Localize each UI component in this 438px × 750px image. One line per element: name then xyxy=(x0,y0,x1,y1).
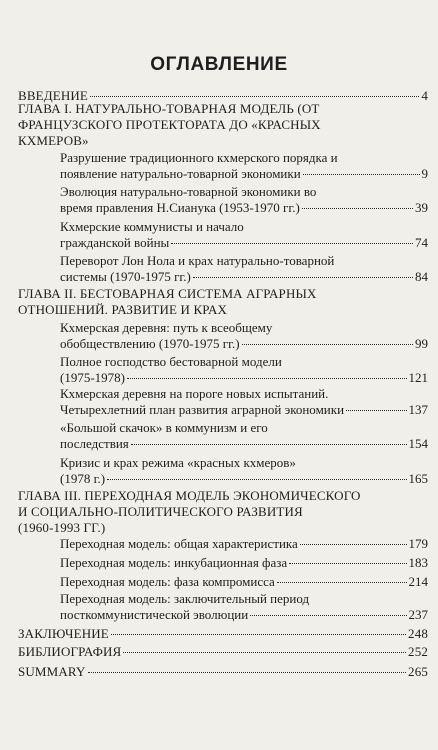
dot-leader xyxy=(88,672,407,673)
toc-page-number: 99 xyxy=(415,336,428,351)
toc-chapter-entry xyxy=(18,626,428,642)
toc-entry-text: Переходная модель: фаза компромисса xyxy=(60,574,275,589)
toc-entry-text: «Большой скачок» в коммунизм и его xyxy=(60,420,268,435)
toc-chapter-entry xyxy=(18,488,428,536)
dot-leader xyxy=(289,563,406,564)
toc-section-entry xyxy=(60,320,428,352)
dot-leader xyxy=(111,634,406,635)
toc-entry-text: ОТНОШЕНИЙ. РАЗВИТИЕ И КРАХ xyxy=(18,302,228,317)
toc-section-entry xyxy=(60,591,428,623)
toc-entry-text: гражданской войны xyxy=(60,235,170,250)
toc-page-number: 265 xyxy=(408,664,428,679)
toc-section-entry xyxy=(60,555,428,571)
toc-section-entry xyxy=(60,420,428,452)
toc-entry-text: (1975-1978) xyxy=(60,370,125,385)
toc-chapter-entry xyxy=(18,644,428,660)
dot-leader xyxy=(250,615,406,616)
dot-leader xyxy=(242,344,413,345)
dot-leader xyxy=(171,243,413,244)
toc-page-number: 154 xyxy=(408,436,428,451)
dot-leader xyxy=(131,444,407,445)
toc-entry-text: Кхмерская деревня на пороге новых испытаний. xyxy=(60,386,329,401)
toc-entry-text: Переходная модель: общая характеристика xyxy=(60,536,298,551)
toc-entry-text: Кризис и крах режима «красных кхмеров» xyxy=(60,455,296,470)
toc-page-number: 4 xyxy=(421,88,428,103)
toc-entry-text: Переходная модель: инкубационная фаза xyxy=(60,555,288,570)
toc-entry-text: ГЛАВА II. БЕСТОВАРНАЯ СИСТЕМА АГРАРНЫХ xyxy=(18,286,317,301)
toc-entry-text: SUMMARY xyxy=(18,664,86,679)
toc-entry-text: Полное господство бестоварной модели xyxy=(60,354,282,369)
toc-page-number: 121 xyxy=(408,370,428,385)
toc-page-number: 74 xyxy=(415,235,428,250)
toc-page-number: 39 xyxy=(415,200,428,215)
dot-leader xyxy=(346,410,406,411)
dot-leader xyxy=(302,208,413,209)
toc-entry-text: ГЛАВА I. НАТУРАЛЬНО-ТОВАРНАЯ МОДЕЛЬ (ОТ xyxy=(18,101,320,116)
toc-entry-text: время правления Н.Сианука (1953-1970 гг.) xyxy=(60,200,300,215)
toc-section-entry xyxy=(60,536,428,552)
dot-leader xyxy=(127,378,407,379)
toc-entry-text: БИБЛИОГРАФИЯ xyxy=(18,644,122,659)
toc-section-entry xyxy=(60,574,428,590)
toc-section-entry xyxy=(60,219,428,251)
toc-entry-text: Разрушение традиционного кхмерского порядка и xyxy=(60,150,338,165)
toc-section-entry xyxy=(60,253,428,285)
toc-section-entry xyxy=(60,184,428,216)
dot-leader xyxy=(107,479,406,480)
toc-entry-text: последствия xyxy=(60,436,129,451)
toc-entry-text: ВВЕДЕНИЕ xyxy=(18,88,89,103)
toc-page-number: 248 xyxy=(408,626,428,641)
toc-page-number: 179 xyxy=(408,536,428,551)
toc-entry-text: (1978 г.) xyxy=(60,471,106,486)
toc-entry-text: Кхмерская деревня: путь к всеобщему xyxy=(60,320,273,335)
toc-entry-text: Переворот Лон Нола и крах натурально-товарной xyxy=(60,253,335,268)
dot-leader xyxy=(277,582,407,583)
toc-page-number: 165 xyxy=(408,471,428,486)
toc-page-number: 252 xyxy=(408,644,428,659)
dot-leader xyxy=(123,652,406,653)
toc-entry-text: ГЛАВА III. ПЕРЕХОДНАЯ МОДЕЛЬ ЭКОНОМИЧЕСКОГО xyxy=(18,488,361,503)
toc-section-entry xyxy=(60,354,428,386)
toc-entry-text: Кхмерские коммунисты и начало xyxy=(60,219,244,234)
toc-entry-text: появление натурально-товарной экономики xyxy=(60,166,301,181)
toc-entry-text: ЗАКЛЮЧЕНИЕ xyxy=(18,626,109,641)
toc-entry-text: (1960-1993 ГГ.) xyxy=(18,520,106,535)
dot-leader xyxy=(90,96,419,97)
toc-entry-text: системы (1970-1975 гг.) xyxy=(60,269,191,284)
toc-entry-text: Переходная модель: заключительный период xyxy=(60,591,310,606)
toc-chapter-entry xyxy=(18,286,428,318)
dot-leader xyxy=(303,174,420,175)
toc-entry-text: Четырехлетний план развития аграрной экономики xyxy=(60,402,345,417)
toc-entry-text: ФРАНЦУЗСКОГО ПРОТЕКТОРАТА ДО «КРАСНЫХ xyxy=(18,117,321,132)
toc-page-number: 183 xyxy=(408,555,428,570)
toc-page-number: 237 xyxy=(408,607,428,622)
toc-section-entry xyxy=(60,455,428,487)
dot-leader xyxy=(300,544,407,545)
toc-entry-text: обобществлению (1970-1975 гг.) xyxy=(60,336,240,351)
toc-section-entry xyxy=(60,386,428,418)
toc-chapter-entry xyxy=(18,101,428,149)
toc-section-entry xyxy=(60,150,428,182)
toc-entry-text: И СОЦИАЛЬНО-ПОЛИТИЧЕСКОГО РАЗВИТИЯ xyxy=(18,504,303,519)
toc-page-number: 84 xyxy=(415,269,428,284)
toc-entry-text: КХМЕРОВ» xyxy=(18,133,89,148)
toc-entry-text: Эволюция натурально-товарной экономики во xyxy=(60,184,317,199)
toc-page-number: 137 xyxy=(408,402,428,417)
toc-chapter-entry xyxy=(18,664,428,680)
dot-leader xyxy=(193,277,413,278)
toc-page-number: 214 xyxy=(408,574,428,589)
toc-page-number: 9 xyxy=(421,166,428,181)
toc-entry-text: посткоммунистической эволюции xyxy=(60,607,249,622)
page-title: ОГЛАВЛЕНИЕ xyxy=(150,54,288,75)
